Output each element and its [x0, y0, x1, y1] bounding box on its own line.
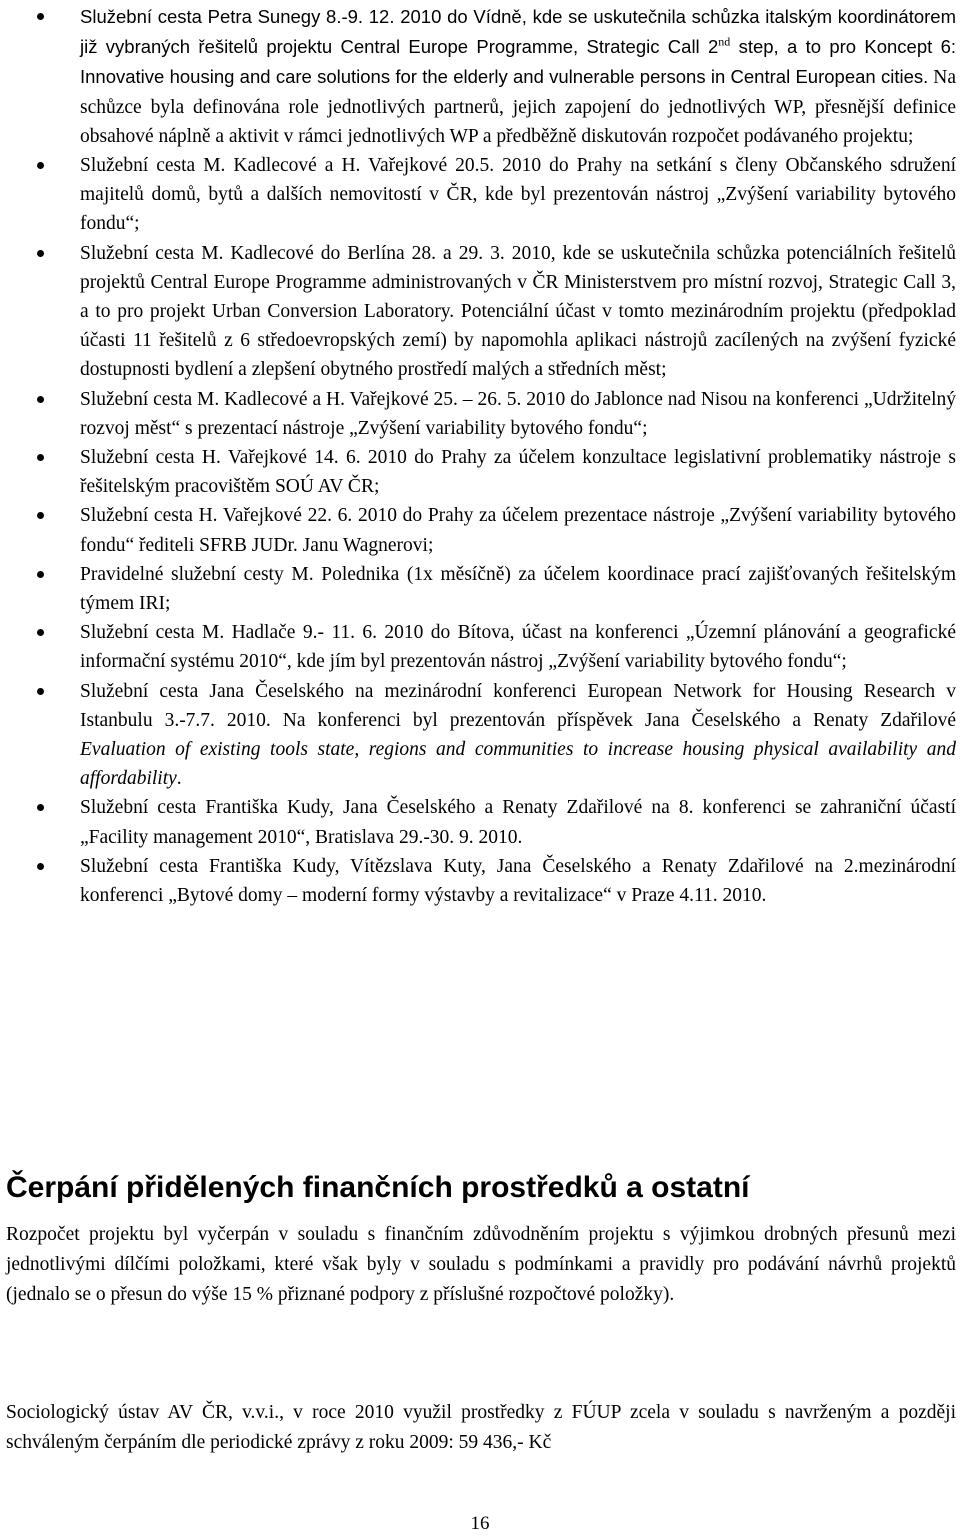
list-item	[0, 852, 956, 910]
list-item	[0, 239, 956, 385]
list-item	[0, 501, 956, 559]
list-item	[0, 560, 956, 618]
list-item-text: Služební cesta M. Kadlecové do Berlína 28. a 29. 3. 2010, kde se uskutečnila schůzka potenciálních řešitelů projektů Central Europe Programme administrovaných v ČR Ministerstvem pro místní rozvoj, Strategic Call 3, a to pro projekt Urban Conversion Laboratory. Potenciální účast v tomto mezinárodním projektu (předpoklad účasti 11 řešitelů z 6 středoevropských zemí) by napomohla aplikaci nástrojů zacílených na zvýšení fyzické dostupnosti bydlení a zlepšení obytného prostředí malých a středních měst;	[80, 242, 956, 381]
business-trips-list	[0, 2, 956, 910]
list-item-tail: .	[176, 768, 182, 790]
list-item-text: Služební cesta Františka Kudy, Jana Česelského a Renaty Zdařilové na 8. konferenci se zahraniční účastí „Facility management 2010“, Bratislava 29.-30. 9. 2010.	[80, 797, 956, 848]
list-item	[0, 677, 956, 794]
list-item	[0, 618, 956, 676]
trip-intro-sans: Služební cesta Petra Sunegy 8.-9. 12. 2010 do Vídně, kde se uskutečnila schůzka italským koordinátorem již vybraných řešitelů projektu Central Europe Programme, Strategic Call 2	[80, 6, 956, 58]
trip-intro-serif: Na schůzce byla definována role jednotlivých partnerů, jejich zapojení do jednotlivých WP, přesnější definice obsahové náplně a aktivit v rámci jednotlivých WP a předběžně diskutován rozpočet podávaného projektu;	[80, 67, 956, 147]
trip-intro-sans-cont: step, a to pro Koncept 6: Innovative housing and care solutions for the elderly and vulnerable persons in Central European cities.	[80, 36, 957, 88]
funds-paragraph: Sociologický ústav AV ČR, v.v.i., v roce 2010 využil prostředky z FÚUP zcela v souladu s navrženým a později schváleným čerpáním dle periodické zprávy z roku 2009: 59 436,- Kč	[6, 1402, 956, 1453]
list-item	[0, 2, 956, 151]
list-item	[0, 793, 956, 851]
list-item-text: Pravidelné služební cesty M. Polednika (1x měsíčně) za účelem koordinace prací zajišťovaných řešitelským týmem IRI;	[80, 563, 956, 615]
paper-title-italic: Evaluation of existing tools state, regions and communities to increase housing physical availability and affordability	[80, 739, 956, 790]
list-item	[0, 443, 956, 501]
list-item-text: Služební cesta M. Kadlecové a H. Vařejkové 25. – 26. 5. 2010 do Jablonce nad Nisou na konferenci „Udržitelný rozvoj měst“ s prezentací nástroje „Zvýšení variability bytového fondu“;	[80, 388, 956, 439]
page-number: 16	[470, 1513, 490, 1534]
list-item-text: Služební cesta M. Kadlecové a H. Vařejkové 20.5. 2010 do Prahy na setkání s členy Občanského sdružení majitelů domů, bytů a dalších nemovitostí v ČR, kde byl prezentován nástroj „Zvýšení variability bytového fondu“;	[80, 155, 956, 235]
section-heading: Čerpání přidělených finančních prostředků a ostatní	[6, 1171, 750, 1204]
list-item	[0, 151, 956, 239]
list-item	[0, 385, 956, 443]
superscript-nd: nd	[718, 34, 731, 49]
list-item-text: Služební cesta H. Vařejkové 14. 6. 2010 do Prahy za účelem konzultace legislativní problematiky nástroje s řešitelským pracovištěm SOÚ AV ČR;	[80, 447, 956, 498]
budget-paragraph: Rozpočet projektu byl vyčerpán v souladu s finančním zdůvodněním projektu s výjimkou drobných přesunů mezi jednotlivými dílčími položkami, které však byly v souladu s podmínkami a pravidly pro podávání návrhů projektů (jednalo se o přesun do výše 15 % přiznané podpory z příslušné rozpočtové položky).	[6, 1224, 956, 1305]
list-item-text: Služební cesta Františka Kudy, Vítězslava Kuty, Jana Česelského a Renaty Zdařilové na 2.mezinárodní konferenci „Bytové domy – moderní formy výstavby a revitalizace“ v Praze 4.11. 2010.	[80, 855, 956, 907]
list-item-text: Služební cesta Jana Česelského na mezinárodní konferenci European Network for Housing Research v Istanbulu 3.-7.7. 2010. Na konferenci byl prezentován příspěvek Jana Česelského a Renaty Zdařilové	[80, 680, 956, 731]
list-item-text: Služební cesta M. Hadlače 9.- 11. 6. 2010 do Bítova, účast na konferenci „Územní plánování a geografické informační systému 2010“, kde jím byl prezentován nástroj „Zvýšení variability bytového fondu“;	[80, 622, 956, 673]
list-item-text: Služební cesta H. Vařejkové 22. 6. 2010 do Prahy za účelem prezentace nástroje „Zvýšení variability bytového fondu“ řediteli SFRB JUDr. Janu Wagnerovi;	[80, 505, 956, 556]
